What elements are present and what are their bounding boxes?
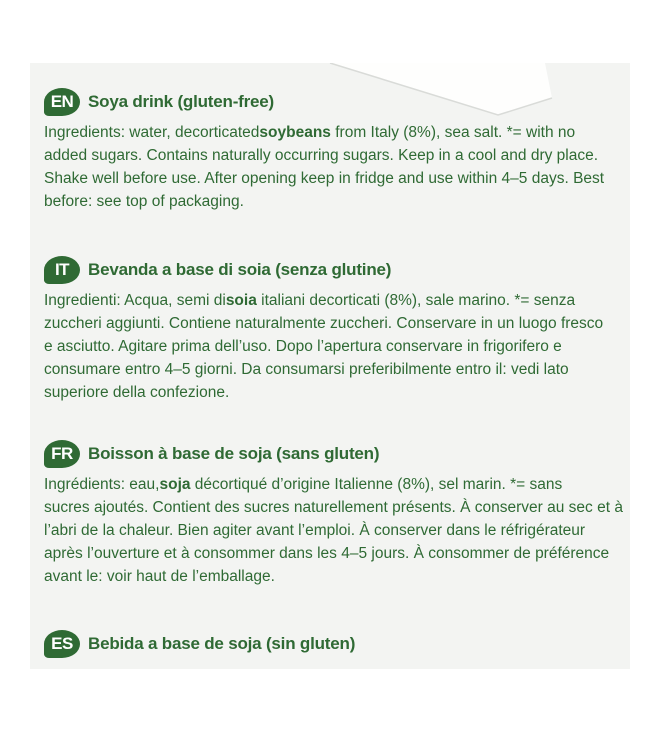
text-line: Ingredients: water, decorticatedsoybeans from Italy (8%), sea salt. *= with no [44,124,576,141]
section-fr [44,439,626,588]
ingredients-text [44,121,626,213]
text-line: added sugars. Contains naturally occurring sugars. Keep in a cool and dry place. [44,147,599,164]
section-heading [44,629,626,659]
allergen-highlight: soja [159,476,191,493]
text-line: consumare entro 4–5 giorni. Da consumarsi preferibilmente entro il: vedi lato [44,361,569,378]
language-badge-fr: FR [44,440,80,468]
language-badge-en: EN [44,88,80,116]
section-heading [44,87,626,117]
language-badge-it: IT [44,256,80,284]
section-heading [44,439,626,469]
section-heading [44,255,626,285]
text-line: l’abri de la chaleur. Bien agiter avant l’emploi. À conserver dans le réfrigérateur [44,522,586,539]
text-line: Ingredienti: Acqua, semi disoia italiani decorticati (8%), sale marino. *= senza [44,292,576,309]
text-line: avant le: voir haut de l’emballage. [44,568,275,585]
language-badge-es: ES [44,630,80,658]
section-en [44,87,626,213]
text-line: superiore della confezione. [44,384,230,401]
section-title: Soya drink (gluten-free) [88,92,275,111]
text-line: zuccheri aggiunti. Contiene naturalmente zuccheri. Conservare in un luogo fresco [44,315,604,332]
text-line: Ingrédients: eau,soja décortiqué d’origine Italienne (8%), sel marin. *= sans [44,476,563,493]
section-title: Bebida a base de soja (sin gluten) [88,634,356,653]
section-title: Bevanda a base di soia (senza glutine) [88,260,392,279]
section-es [44,629,626,659]
text-line: sucres ajoutés. Contient des sucres naturellement présents. À conserver au sec et à [44,499,623,516]
text-line: e asciutto. Agitare prima dell’uso. Dopo l’apertura conservare in frigorifero e [44,338,562,355]
text-line: Shake well before use. After opening keep in fridge and use within 4–5 days. Best [44,170,605,187]
ingredients-text [44,289,626,404]
allergen-highlight: soybeans [259,124,331,141]
ingredients-text [44,473,626,588]
label-panel [30,63,630,669]
text-line: before: see top of packaging. [44,193,244,210]
text-line: après l’ouverture et à consommer dans les 4–5 jours. À consommer de préférence [44,545,610,562]
section-title: Boisson à base de soja (sans gluten) [88,444,380,463]
allergen-highlight: soia [225,292,257,309]
section-it [44,255,626,404]
